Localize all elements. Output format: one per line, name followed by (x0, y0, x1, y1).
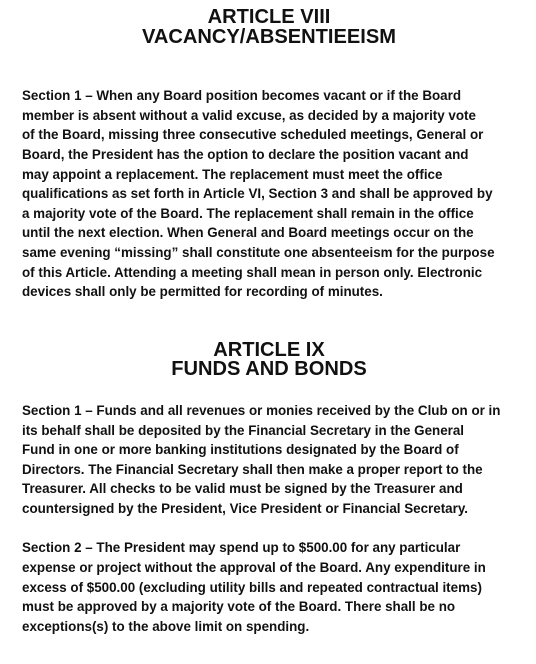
paragraph-line: Treasurer. All checks to be valid must be signed by the Treasurer and (22, 481, 463, 497)
paragraph-line: Section 1 – Funds and all revenues or monies received by the Club on or in (22, 402, 501, 418)
article-viii-subtitle: VACANCY/ABSENTIEEISM (142, 25, 396, 48)
paragraph-line: excess of $500.00 (excluding utility bills and repeated contractual items) (22, 579, 482, 595)
article-viii-title: ARTICLE VIII (207, 6, 331, 28)
paragraph-line: same evening “missing” shall constitute one absenteeism for the purpose (22, 244, 495, 260)
article-ix-title: ARTICLE IX (213, 338, 325, 361)
paragraph-line: of this Article. Attending a meeting shall mean in person only. Electronic (22, 264, 483, 280)
paragraph-line: qualifications as set forth in Article VI, Section 3 and shall be approved by (22, 186, 493, 202)
paragraph-line: Board, the President has the option to declare the position vacant and (22, 146, 469, 162)
paragraph-line: expense or project without the approval of the Board. Any expenditure in (22, 560, 486, 576)
paragraph-line: Directors. The Financial Secretary shall then make a proper report to the (22, 461, 483, 477)
article-ix-section-2 (22, 538, 516, 636)
article-ix-subtitle: FUNDS AND BONDS (171, 358, 367, 381)
paragraph-line: countersigned by the President, Vice President or Financial Secretary. (22, 500, 469, 516)
paragraph-line: may appoint a replacement. The replacement must meet the office (22, 166, 443, 182)
paragraph-line: exceptions(s) to the above limit on spending. (22, 618, 310, 634)
paragraph-line: Section 1 – When any Board position becomes vacant or if the Board (22, 88, 462, 104)
paragraph-line: member is absent without a valid excuse, as decided by a majority vote (22, 107, 476, 123)
paragraph-line: a majority vote of the Board. The replacement shall remain in the office (22, 205, 474, 221)
paragraph-line: must be approved by a majority vote of the Board. There shall be no (22, 599, 456, 615)
article-ix-heading (22, 338, 516, 381)
paragraph-line: Section 2 – The President may spend up to $500.00 for any particular (22, 540, 461, 556)
paragraph-line: its behalf shall be deposited by the Financial Secretary in the General (22, 422, 465, 438)
paragraph-line: of the Board, missing three consecutive scheduled meetings, General or (22, 127, 484, 143)
article-viii-heading (22, 8, 516, 47)
paragraph-line: until the next election. When General and Board meetings occur on the (22, 225, 474, 241)
paragraph-line: devices shall only be permitted for recording of minutes. (22, 284, 383, 300)
paragraph-line: Fund in one or more banking institutions designated by the Board of (22, 442, 459, 458)
article-ix-section-1 (22, 401, 516, 519)
article-viii-section-1 (22, 86, 516, 302)
